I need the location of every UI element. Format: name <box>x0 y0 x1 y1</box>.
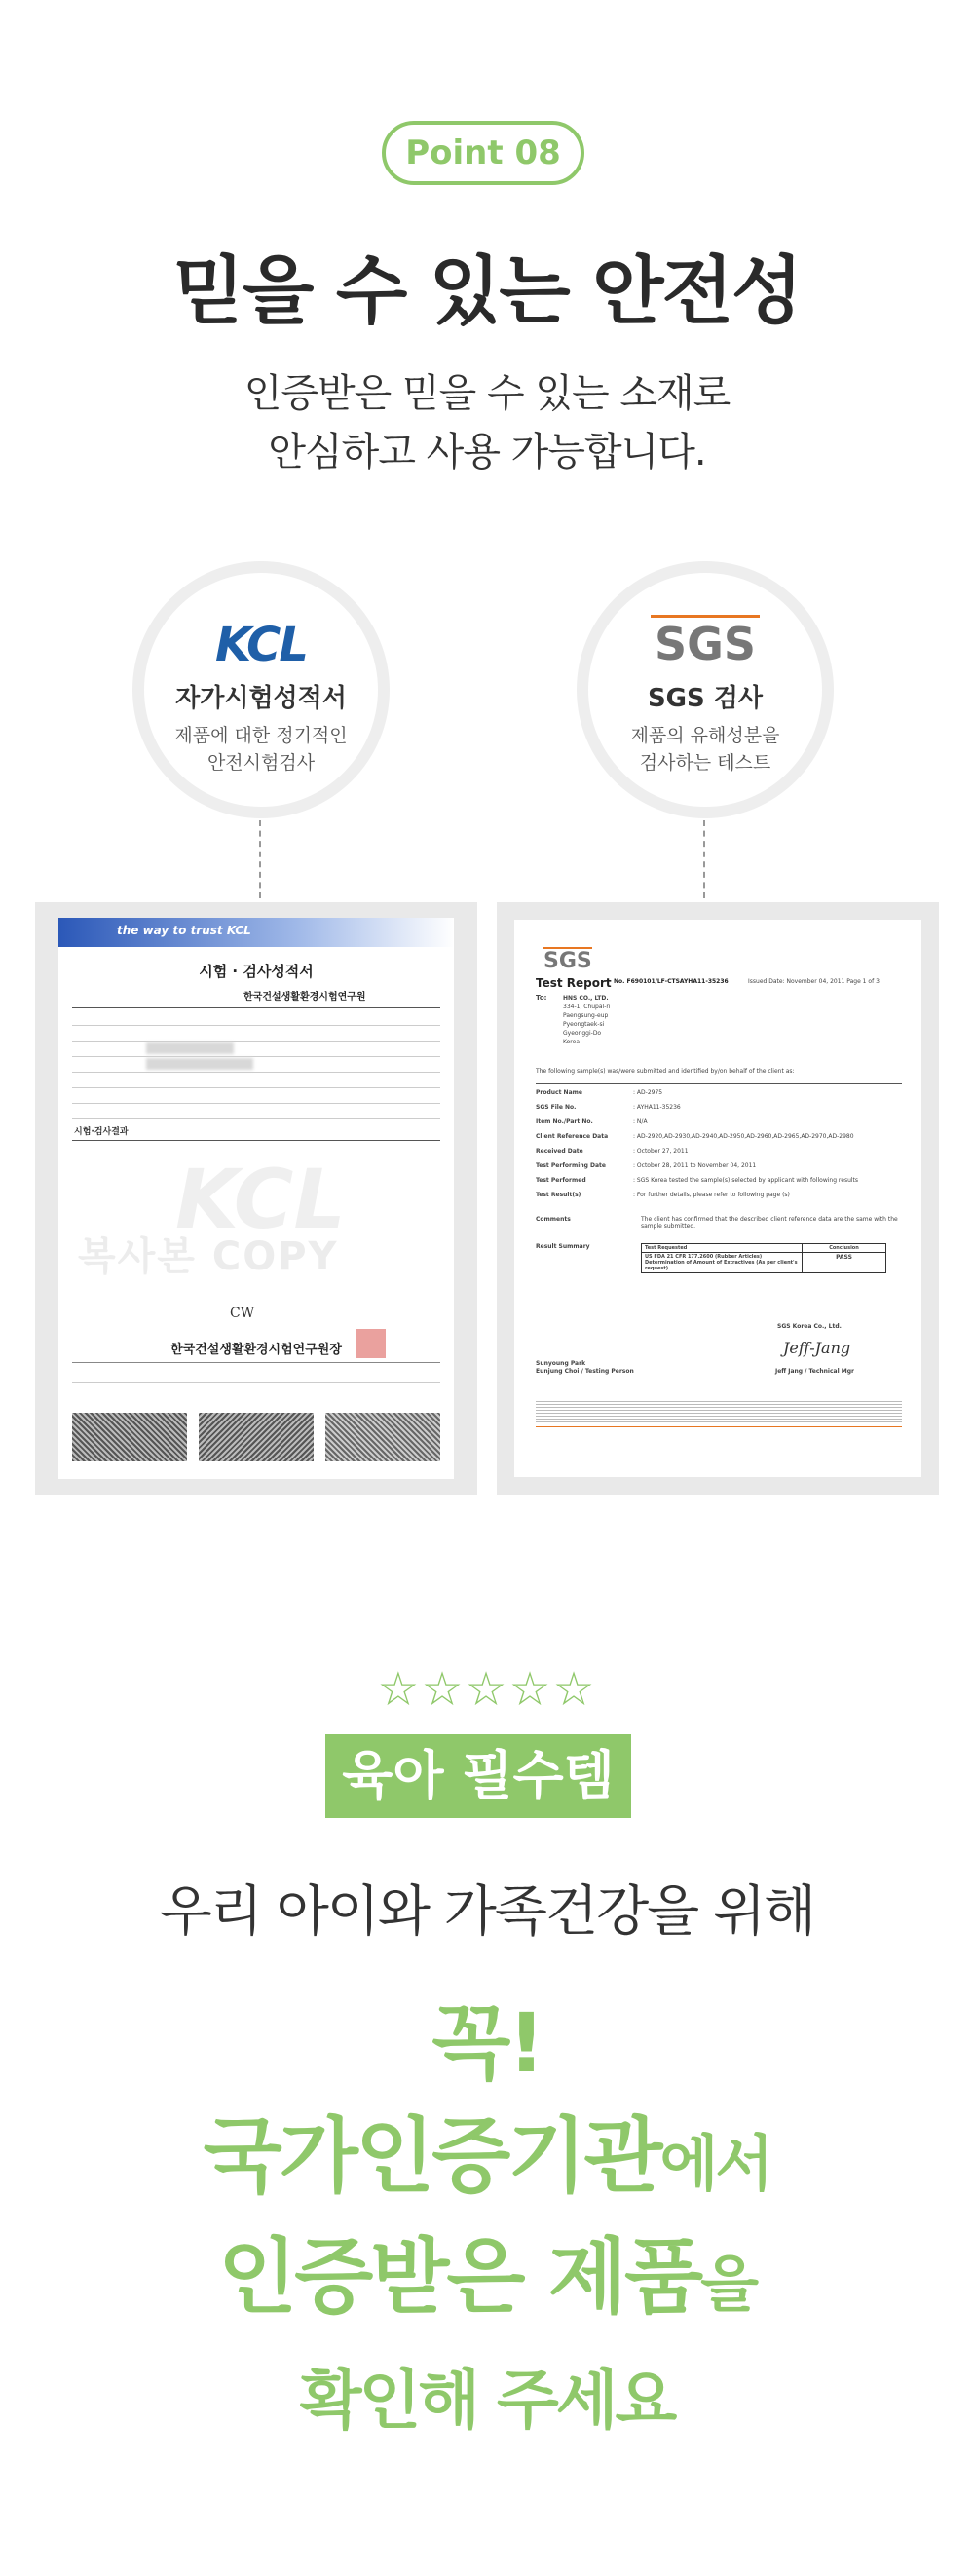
sgs-field-row <box>536 1118 906 1133</box>
kcl-doc-issuer: CW <box>230 1306 255 1321</box>
sgs-field-key: Client Reference Data <box>536 1133 609 1140</box>
promo-line-2-big: 인증받은 제품 <box>217 2229 701 2325</box>
sgs-field-row <box>536 1162 906 1177</box>
sgs-field-key: Item No./Part No. <box>536 1118 593 1125</box>
kcl-document <box>58 918 454 1479</box>
sgs-field-row <box>536 1177 906 1192</box>
sgs-field-value: : AD-2975 <box>633 1089 663 1096</box>
sgs-doc-issued: Issued Date: November 04, 2011 Page 1 of 3 <box>748 978 880 985</box>
promo-line-1-big: 국가인증기관 <box>203 2108 660 2204</box>
sgs-field-key: Product Name <box>536 1089 582 1096</box>
sgs-doc-fields <box>536 1089 906 1206</box>
sgs-field-row <box>536 1148 906 1162</box>
sgs-doc-number: No. F690101/LF-CTSAYHA11-35236 <box>614 978 729 985</box>
sgs-field-value: : October 27, 2011 <box>633 1148 689 1155</box>
promo-line-2-small: 을 <box>700 2249 756 2320</box>
sgs-field-value: : SGS Korea tested the sample(s) selected by applicant with following results <box>633 1177 859 1184</box>
sgs-field-key: SGS File No. <box>536 1104 577 1111</box>
sgs-cert-circle <box>588 573 822 807</box>
sgs-field-key: Test Performed <box>536 1177 586 1184</box>
sgs-field-value: : AYHA11-35236 <box>633 1104 681 1111</box>
promo-label: 육아 필수템 <box>325 1734 631 1818</box>
kcl-doc-title: 시험 · 검사성적서 <box>199 963 314 980</box>
kcl-cert-title: 자가시험성적서 <box>175 684 347 713</box>
subtitle-line-2: 안심하고 사용 가능합니다. <box>268 430 706 474</box>
page-title: 믿을 수 있는 안전성 <box>172 247 802 334</box>
sgs-doc-summary-label: Result Summary <box>536 1243 590 1250</box>
sgs-field-row <box>536 1089 906 1104</box>
sgs-logo-icon: SGS <box>588 618 822 672</box>
kcl-barcode-2 <box>199 1413 314 1461</box>
sgs-address-line: Korea <box>563 1039 581 1045</box>
sgs-document-frame <box>497 902 939 1495</box>
sgs-doc-comments-label: Comments <box>536 1216 571 1223</box>
sgs-doc-to-label: To: <box>536 994 547 1002</box>
promo-line-1 <box>0 2091 974 2209</box>
sgs-field-row <box>536 1104 906 1118</box>
point-badge: Point 08 <box>382 121 584 185</box>
sgs-cert-desc-line-1: 제품의 유해성분을 <box>630 725 780 746</box>
sgs-signature-icon: Jeff-Jang <box>783 1339 851 1357</box>
kcl-doc-brand: the way to trust KCL <box>117 924 251 937</box>
rating-stars-icon: ☆☆☆☆☆ <box>377 1662 597 1717</box>
sgs-address-line: Pyeongtaek-si <box>563 1021 605 1028</box>
kcl-cert-desc <box>144 722 378 777</box>
kcl-doc-watermark: 복사본 COPY <box>78 1234 339 1279</box>
sgs-field-value: : AD-2920,AD-2930,AD-2940,AD-2950,AD-2960,AD-2965,AD-2970,AD-2980 <box>633 1133 854 1140</box>
sgs-connector-line <box>703 820 705 898</box>
sgs-field-key: Test Result(s) <box>536 1192 581 1198</box>
kcl-cert-desc-line-1: 제품에 대한 정기적인 <box>174 725 348 746</box>
kcl-cert-circle <box>144 573 378 807</box>
sgs-cert-desc-line-2: 검사하는 테스트 <box>639 752 771 774</box>
kcl-logo-icon: KCL <box>215 618 307 672</box>
sgs-address-line: HNS CO., LTD. <box>563 995 609 1002</box>
subtitle-line-1: 인증받은 믿을 수 있는 소재로 <box>244 371 730 416</box>
sgs-doc-sign-right: Jeff Jang / Technical Mgr <box>775 1368 854 1375</box>
kcl-seal-icon <box>356 1329 386 1358</box>
sgs-doc-logo: SGS <box>543 949 592 973</box>
sgs-field-value: : For further details, please refer to following page (s) <box>633 1192 790 1198</box>
sgs-doc-fineprint <box>536 1401 902 1422</box>
kcl-document-frame <box>35 902 477 1495</box>
sgs-field-row <box>536 1133 906 1148</box>
sgs-table-cell-test: US FDA 21 CFR 177.2600 (Rubber Articles) Determination of Amount of Extractives (As per client's request) <box>642 1253 803 1272</box>
sgs-field-value: : October 28, 2011 to November 04, 2011 <box>633 1162 757 1169</box>
sgs-field-key: Received Date <box>536 1148 583 1155</box>
must-text: 꼭! <box>431 1995 543 2091</box>
promo-line-3: 확인해 주세요 <box>299 2363 675 2438</box>
sgs-result-table <box>641 1243 886 1273</box>
sgs-cert-desc <box>588 722 822 777</box>
sgs-field-key: Test Performing Date <box>536 1162 606 1169</box>
promo-line-1-small: 에서 <box>659 2128 771 2199</box>
sgs-field-row <box>536 1192 906 1206</box>
kcl-doc-stamp-text: 한국건설생활환경시험연구원장 <box>170 1343 342 1357</box>
sgs-cert-title: SGS 검사 <box>647 684 764 713</box>
family-line: 우리 아이와 가족건강을 위해 <box>159 1880 815 1944</box>
sgs-table-header-test: Test Requested <box>642 1244 803 1252</box>
kcl-watermark-logo-icon: KCL <box>175 1152 346 1247</box>
sgs-address-line: Gyeonggi-Do <box>563 1030 602 1037</box>
sgs-doc-intro: The following sample(s) was/were submitted and identified by/on behalf of the client as: <box>536 1068 795 1075</box>
sgs-doc-sign-left-1: Sunyoung Park <box>536 1360 586 1367</box>
sgs-doc-comments: The client has confirmed that the described client reference data are the same with the sample submitted. <box>641 1216 898 1230</box>
sgs-table-header-conclusion: Conclusion <box>829 1245 859 1251</box>
sgs-doc-sign-left-2: Eunjung Choi / Testing Person <box>536 1368 634 1375</box>
kcl-barcode-3 <box>325 1413 440 1461</box>
sgs-doc-company: SGS Korea Co., Ltd. <box>777 1323 842 1330</box>
sgs-address-line: 334-1, Chupal-ri <box>563 1004 611 1010</box>
sgs-address-line: Paengsung-eup <box>563 1012 609 1019</box>
sgs-field-value: : N/A <box>633 1118 648 1125</box>
sgs-table-cell-result: PASS <box>836 1254 852 1261</box>
kcl-barcode-1 <box>72 1413 187 1461</box>
kcl-doc-result-label: 시험·검사결과 <box>74 1127 129 1137</box>
sgs-document <box>514 920 921 1477</box>
promo-line-2 <box>0 2212 974 2330</box>
sgs-doc-address <box>563 994 611 1046</box>
sgs-doc-title: Test Report <box>536 976 612 990</box>
kcl-doc-institute: 한국건설생활환경시험연구원 <box>244 992 366 1003</box>
kcl-cert-desc-line-2: 안전시험검사 <box>206 752 316 774</box>
kcl-connector-line <box>259 820 261 898</box>
